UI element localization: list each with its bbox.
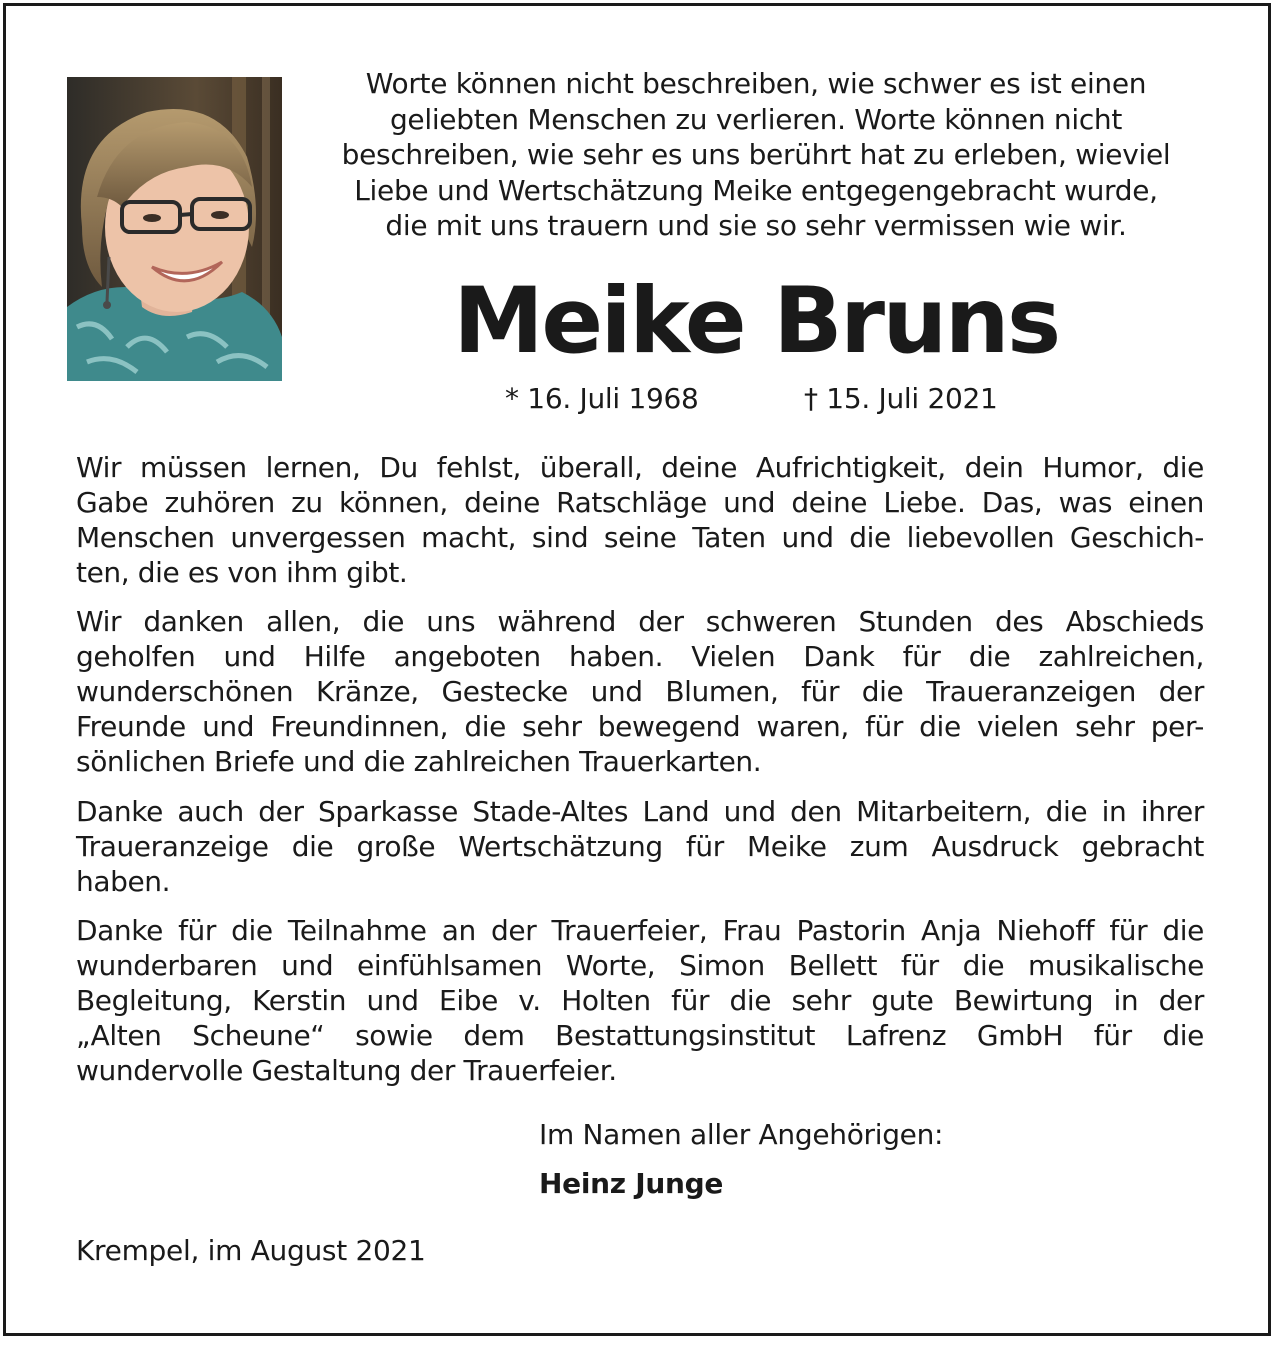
text-line: haben. [76,865,171,898]
death-date: † 15. Juli 2021 [804,382,998,415]
text-line: Danke für die Teilnahme an der Trauerfeier, Frau Pastorin Anja Niehoff für die [76,914,1204,947]
text-line: sönlichen Briefe und die zahlreichen Trauerkarten. [76,745,762,778]
text-line: Freunde und Freundinnen, die sehr bewegend waren, für die vielen sehr per- [76,710,1204,743]
text-line: Wir danken allen, die uns während der schweren Stunden des Abschieds [76,605,1204,638]
text-line: geholfen und Hilfe angeboten haben. Vielen Dank für die zahlreichen, [76,640,1204,673]
intro-line: beschreiben, wie sehr es uns berührt hat zu erleben, wieviel [341,138,1171,171]
portrait-icon [67,77,282,381]
text-line: wunderschönen Kränze, Gestecke und Blumen, für die Traueranzeigen der [76,675,1204,708]
text-line: Gabe zuhören zu können, deine Ratschläge und deine Liebe. Das, was einen [76,486,1204,519]
birth-date: * 16. Juli 1968 [505,382,699,415]
signature-intro: Im Namen aller Angehörigen: [539,1118,944,1151]
intro-line: geliebten Menschen zu verlieren. Worte können nicht [389,102,1123,136]
text-line: wunderbaren und einfühlsamen Worte, Simon Bellett für die musikalische [76,949,1204,982]
text-line: „Alten Scheune“ sowie dem Bestattungsinstitut Lafrenz GmbH für die [76,1019,1204,1052]
portrait-photo [67,77,282,381]
paragraph [76,604,1204,779]
text-line: Wir müssen lernen, Du fehlst, überall, deine Aufrichtigkeit, dein Humor, die [76,451,1204,484]
text-line: Danke auch der Sparkasse Stade-Altes Land und den Mitarbeitern, die in ihrer [76,795,1204,828]
signature-name: Heinz Junge [539,1167,724,1200]
paragraph [76,450,1204,590]
deceased-name: Meike Bruns [453,269,1059,374]
intro-line: die mit uns trauern und sie so sehr vermissen wie wir. [385,209,1127,242]
text-line: wundervolle Gestaltung der Trauerfeier. [76,1054,617,1087]
text-line: Traueranzeige die große Wertschätzung für Meike zum Ausdruck gebracht [76,830,1204,863]
intro-line: Worte können nicht beschreiben, wie schwer es ist einen [365,67,1147,100]
text-line: ten, die es von ihm gibt. [76,556,408,589]
text-line: Begleitung, Kerstin und Eibe v. Holten für die sehr gute Bewirtung in der [76,984,1204,1017]
intro-text [306,66,1206,244]
paragraph [76,794,1204,899]
paragraph [76,913,1204,1088]
place-date: Krempel, im August 2021 [76,1234,426,1267]
text-line: Menschen unvergessen macht, sind seine Taten und die liebevollen Geschich- [76,521,1204,554]
intro-line: Liebe und Wertschätzung Meike entgegengebracht wurde, [354,173,1158,207]
